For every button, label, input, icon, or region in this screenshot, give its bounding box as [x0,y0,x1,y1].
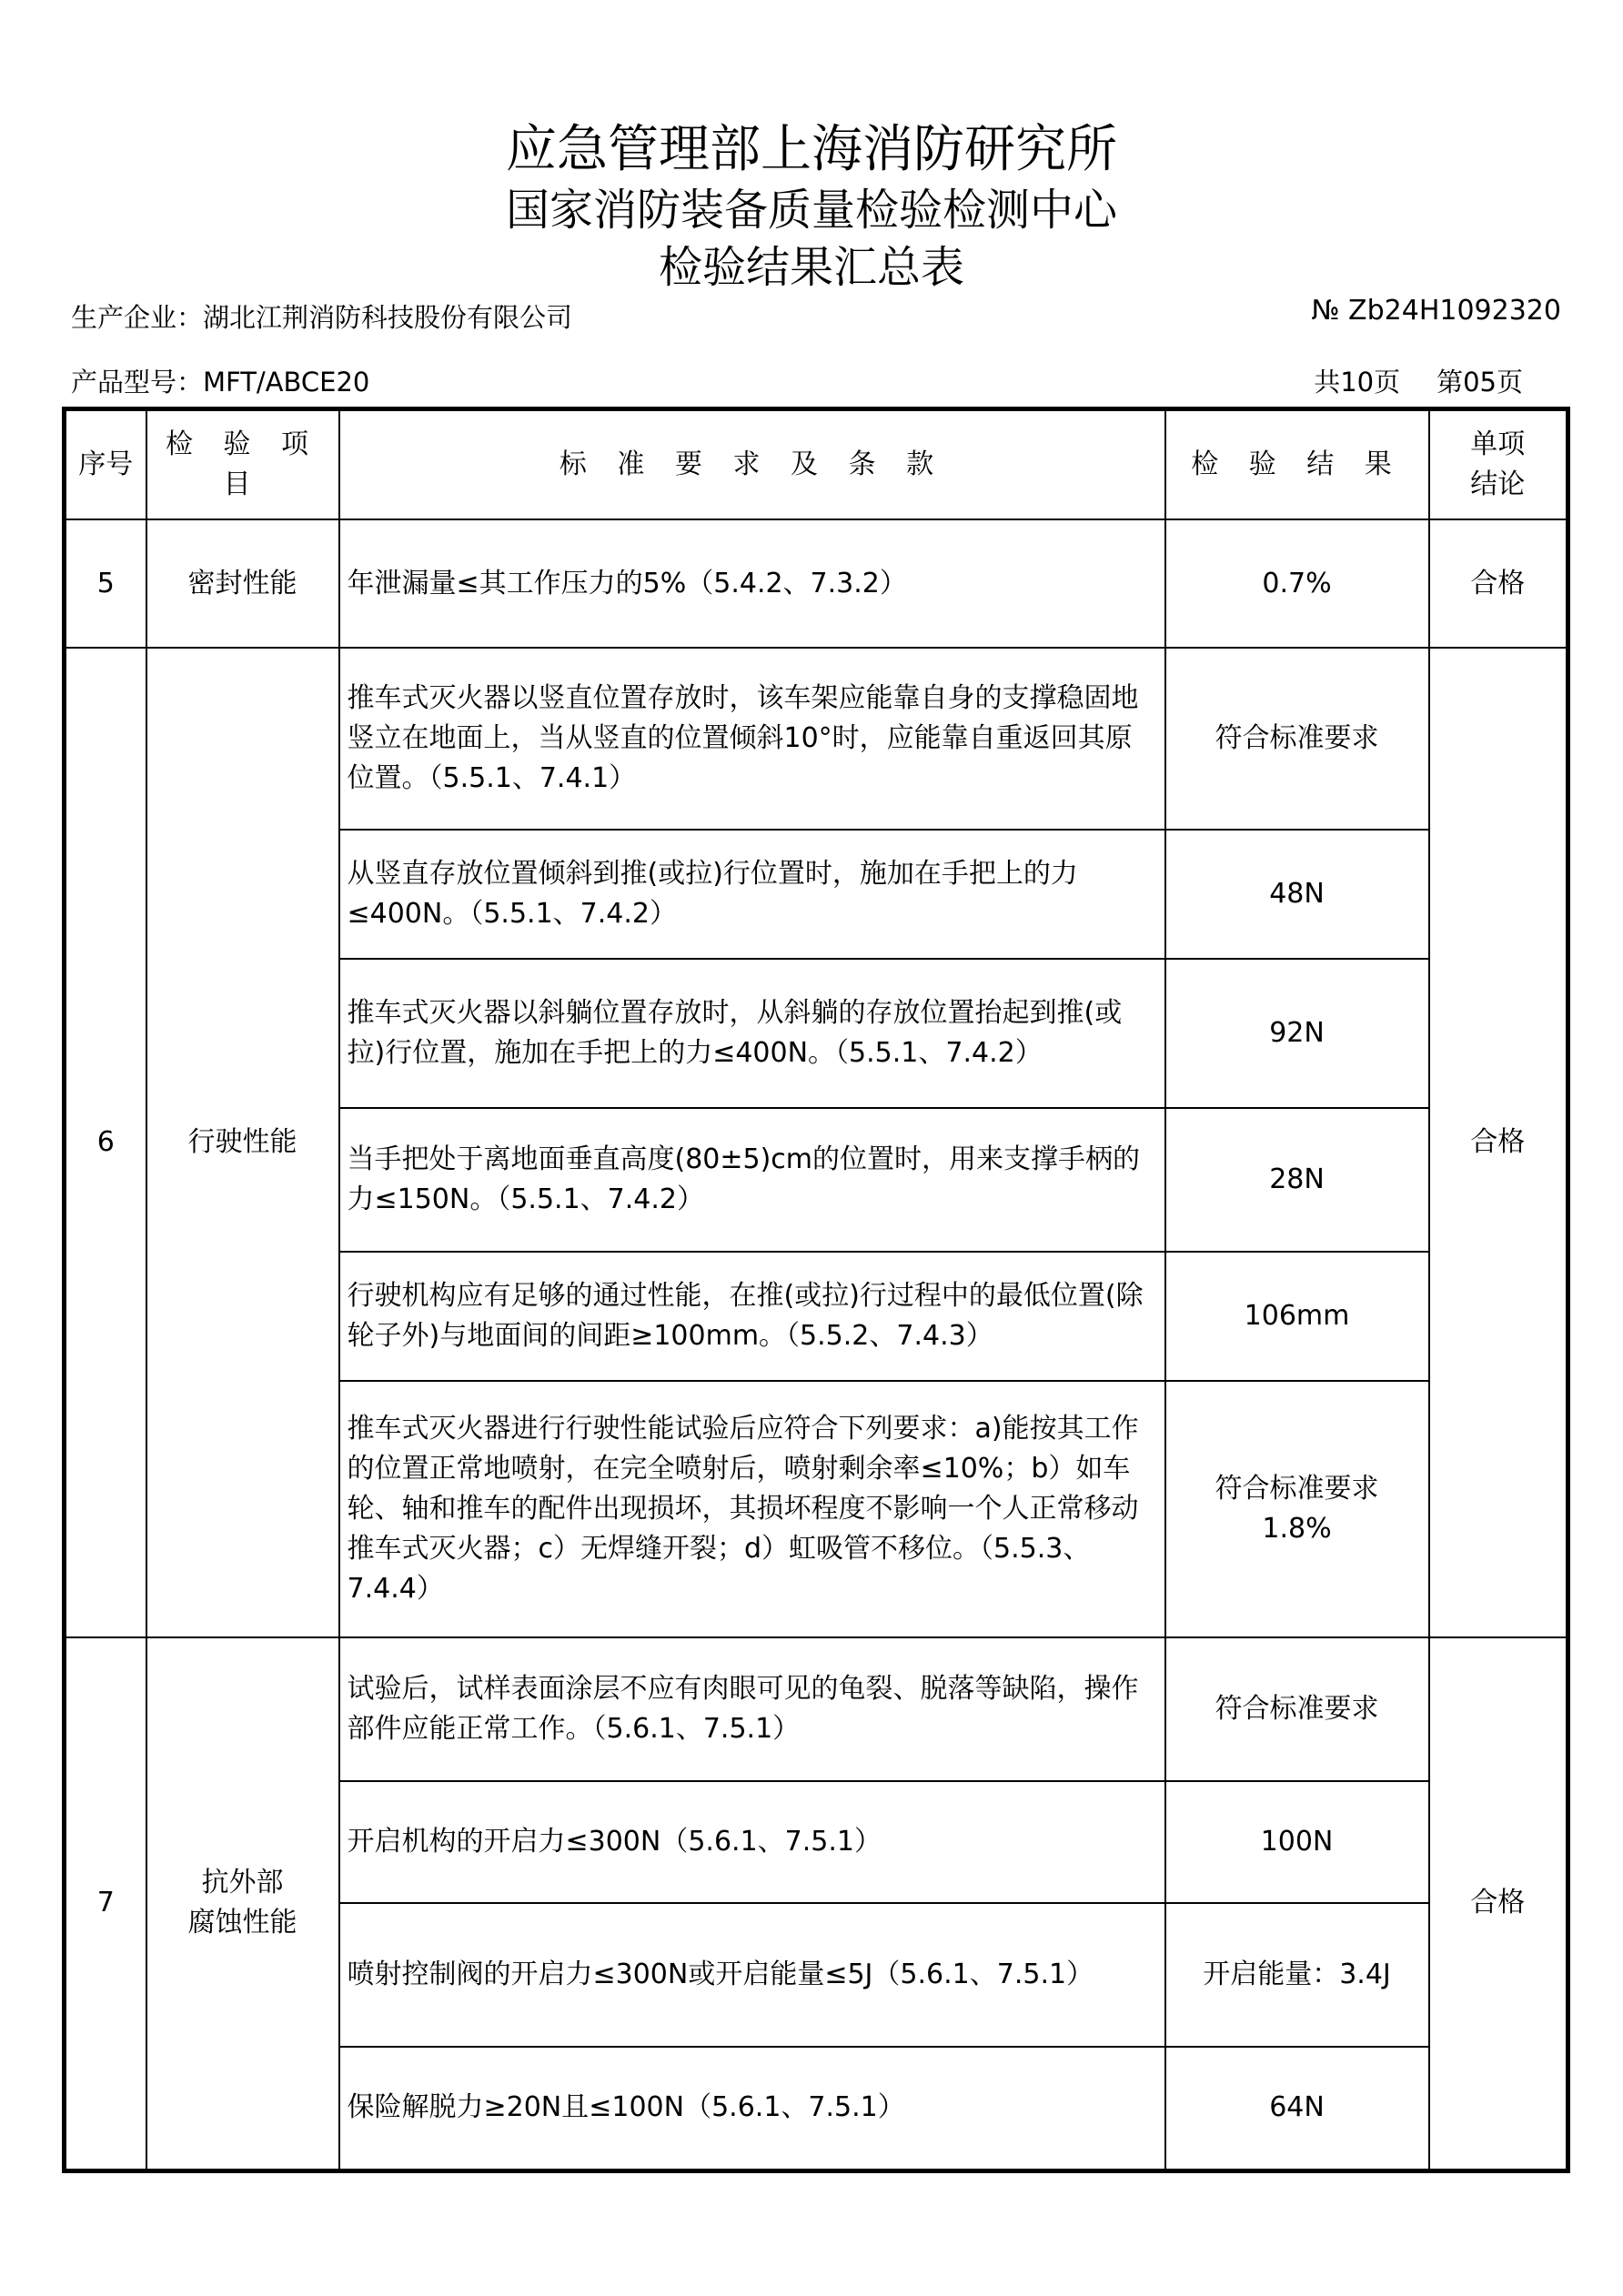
table-row [65,519,1568,648]
table-body [65,519,1568,2170]
requirement-cell: 推车式灭火器以竖直位置存放时，该车架应能靠自身的支撑稳固地竖立在地面上，当从竖直的位置倾斜10°时，应能靠自重返回其原位置。（5.5.1、7.4.1） [339,648,1165,830]
total-pages: 共10页 [1314,367,1401,398]
product-model-label: 产品型号：MFT/ABCE20 [71,367,370,398]
group-item-cell [146,648,339,1637]
conclusion-cell: 合格 [1429,1637,1568,2170]
result-line: 符合标准要求 [1215,722,1379,754]
result-line: 0.7% [1262,567,1332,599]
col-header-conclusion [1429,409,1568,520]
result-line: 48N [1269,878,1325,910]
result-line: 符合标准要求 [1215,1693,1379,1725]
group-seq-cell: 6 [65,648,146,1637]
requirement-cell: 当手把处于离地面垂直高度(80±5)cm的位置时，用来支撑手柄的力≤150N。（5.5.1、7.4.2） [339,1108,1165,1252]
report-number: № Zb24H1092320 [1311,295,1561,327]
group-item-line: 密封性能 [187,567,297,599]
manufacturer-label: 生产企业：湖北江荆消防科技股份有限公司 [71,302,573,333]
page-indicator [1314,362,1523,399]
page-number: 第05页 [1437,367,1523,398]
group-seq-cell: 7 [65,1637,146,2170]
requirement-cell: 行驶机构应有足够的通过性能，在推(或拉)行过程中的最低位置(除轮子外)与地面间的间距≥100mm。（5.5.2、7.4.3） [339,1252,1165,1381]
group-item-line: 腐蚀性能 [187,1907,297,1939]
result-cell [1165,959,1429,1108]
result-cell [1165,1637,1429,1781]
conclusion-cell: 合格 [1429,648,1568,1637]
col-header-seq: 序号 [65,409,146,520]
requirement-cell: 喷射控制阀的开启力≤300N或开启能量≤5J（5.6.1、7.5.1） [339,1903,1165,2047]
result-cell [1165,1381,1429,1637]
col-header-requirement: 标 准 要 求 及 条 款 [339,409,1165,520]
requirement-cell: 从竖直存放位置倾斜到推(或拉)行位置时，施加在手把上的力≤400N。（5.5.1、7.4.2） [339,830,1165,959]
result-line: 106mm [1244,1300,1350,1332]
group-item-cell [146,519,339,648]
requirement-cell: 试验后，试样表面涂层不应有肉眼可见的龟裂、脱落等缺陷，操作部件应能正常工作。（5.6.1、7.5.1） [339,1637,1165,1781]
result-line: 1.8% [1262,1513,1332,1545]
result-cell [1165,1903,1429,2047]
org-title-line1: 应急管理部上海消防研究所 [506,120,1117,179]
requirement-cell: 年泄漏量≤其工作压力的5%（5.4.2、7.3.2） [339,519,1165,648]
result-line: 28N [1269,1163,1325,1195]
result-cell [1165,519,1429,648]
result-line: 符合标准要求 [1215,1473,1379,1505]
group-seq-cell: 5 [65,519,146,648]
requirement-cell: 开启机构的开启力≤300N（5.6.1、7.5.1） [339,1781,1165,1903]
requirement-cell: 推车式灭火器以斜躺位置存放时，从斜躺的存放位置抬起到推(或拉)行位置，施加在手把上的力≤400N。（5.5.1、7.4.2） [339,959,1165,1108]
result-line: 92N [1269,1017,1325,1049]
result-line: 100N [1260,1826,1334,1858]
group-item-cell [146,1637,339,2170]
requirement-cell: 保险解脱力≥20N且≤100N（5.6.1、7.5.1） [339,2047,1165,2170]
result-cell [1165,1781,1429,1903]
table-row [65,1637,1568,1781]
result-line: 开启能量：3.4J [1203,1959,1391,1990]
col-header-conclusion-line1: 单项 [1470,428,1526,460]
conclusion-cell: 合格 [1429,519,1568,648]
org-title-line2: 国家消防装备质量检验检测中心 [505,185,1117,236]
document-title: 检验结果汇总表 [658,242,964,293]
result-cell [1165,648,1429,830]
result-cell [1165,830,1429,959]
results-table [62,407,1570,2173]
col-header-item: 检 验 项 目 [146,409,339,520]
result-cell [1165,1108,1429,1252]
table-header-row [65,409,1568,520]
result-cell [1165,2047,1429,2170]
group-item-line: 行驶性能 [187,1126,297,1158]
col-header-conclusion-line2: 结论 [1470,468,1526,500]
result-line: 64N [1269,2091,1325,2124]
table-row [65,648,1568,830]
requirement-cell: 推车式灭火器进行行驶性能试验后应符合下列要求：a)能按其工作的位置正常地喷射，在完全喷射后，喷射剩余率≤10%；b）如车轮、轴和推车的配件出现损坏，其损坏程度不影响一个人正常移动推车式灭火器；c）无焊缝开裂；d）虹吸管不移位。（5.5.3、7.4.4） [339,1381,1165,1637]
col-header-result: 检 验 结 果 [1165,409,1429,520]
result-cell [1165,1252,1429,1381]
group-item-line: 抗外部 [201,1867,284,1899]
